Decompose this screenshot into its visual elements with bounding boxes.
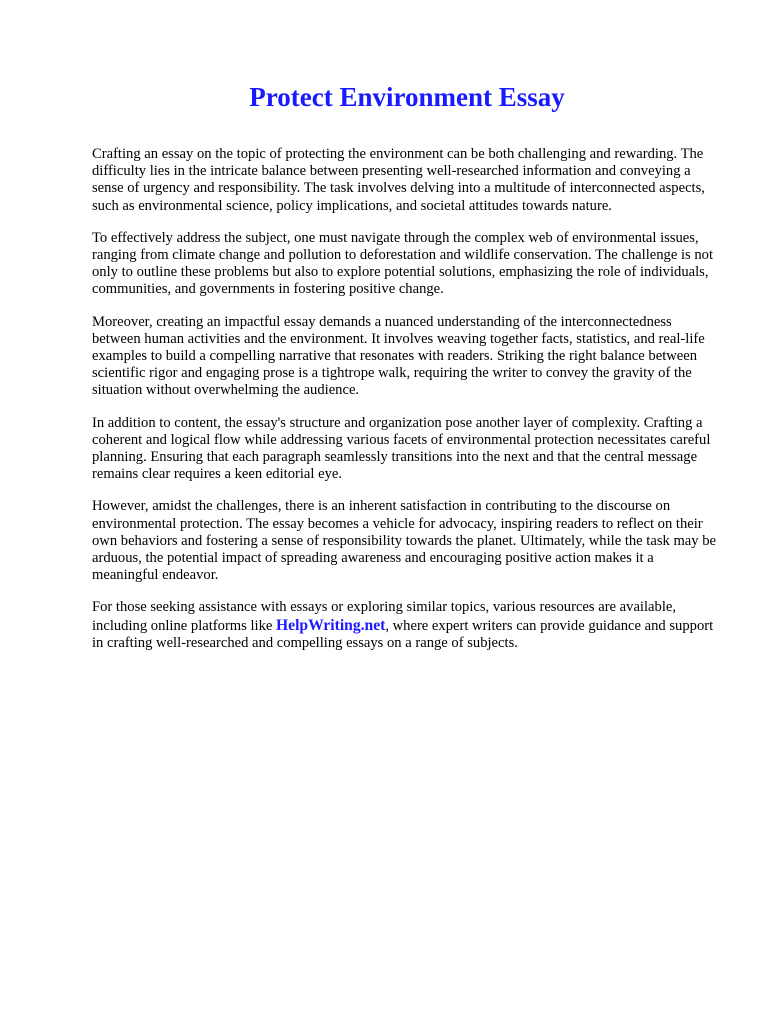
paragraph-1: Crafting an essay on the topic of protecting the environment can be both challenging and rewarding. The difficulty lies in the intricate balance between presenting well-researched information and conveying a sense of urgency and responsibility. The task involves delving into a multitude of interconnected aspects, such as environmental science, policy implications, and societal attitudes towards nature.: [92, 146, 705, 214]
page-title: Protect Environment Essay: [249, 82, 565, 112]
paragraph-6: [92, 599, 722, 652]
paragraph-2: To effectively address the subject, one must navigate through the complex web of environmental issues, ranging from climate change and pollution to deforestation and wildlife conservation. The challenge is not only to outline these problems but also to explore potential solutions, emphasizing the role of individuals, communities, and governments in fostering positive change.: [92, 229, 713, 298]
paragraph-5: However, amidst the challenges, there is an inherent satisfaction in contributing to the discourse on environmental protection. The essay becomes a vehicle for advocacy, inspiring readers to reflect on their own behaviors and fostering a sense of responsibility towards the planet. Ultimately, while the task may be arduous, the potential impact of spreading awareness and encouraging positive action makes it a meaningful endeavor.: [92, 498, 717, 584]
helpwriting-link[interactable]: HelpWriting.net: [276, 616, 386, 634]
paragraph-4: In addition to content, the essay's structure and organization pose another layer of complexity. Crafting a coherent and logical flow while addressing various facets of environmental protection necessitates careful planning. Ensuring that each paragraph seamlessly transitions into the next and that the central message remains clear requires a keen editorial eye.: [92, 414, 711, 483]
paragraph-6-text-before-link: For those seeking assistance with essays or exploring similar topics, various resources are available, including online platforms like: [92, 599, 676, 634]
essay-body: [92, 146, 722, 667]
paragraph-3: Moreover, creating an impactful essay demands a nuanced understanding of the interconnectedness between human activities and the environment. It involves weaving together facts, statistics, and real-life examples to build a compelling narrative that resonates with readers. Striking the right balance between scientific rigor and engaging prose is a tightrope walk, requiring the writer to convey the gravity of the situation without overwhelming the audience.: [92, 313, 705, 399]
paragraph-6-text-after-link: , where expert writers can provide guidance and support in crafting well-researched and compelling essays on a range of subjects.: [92, 617, 714, 651]
